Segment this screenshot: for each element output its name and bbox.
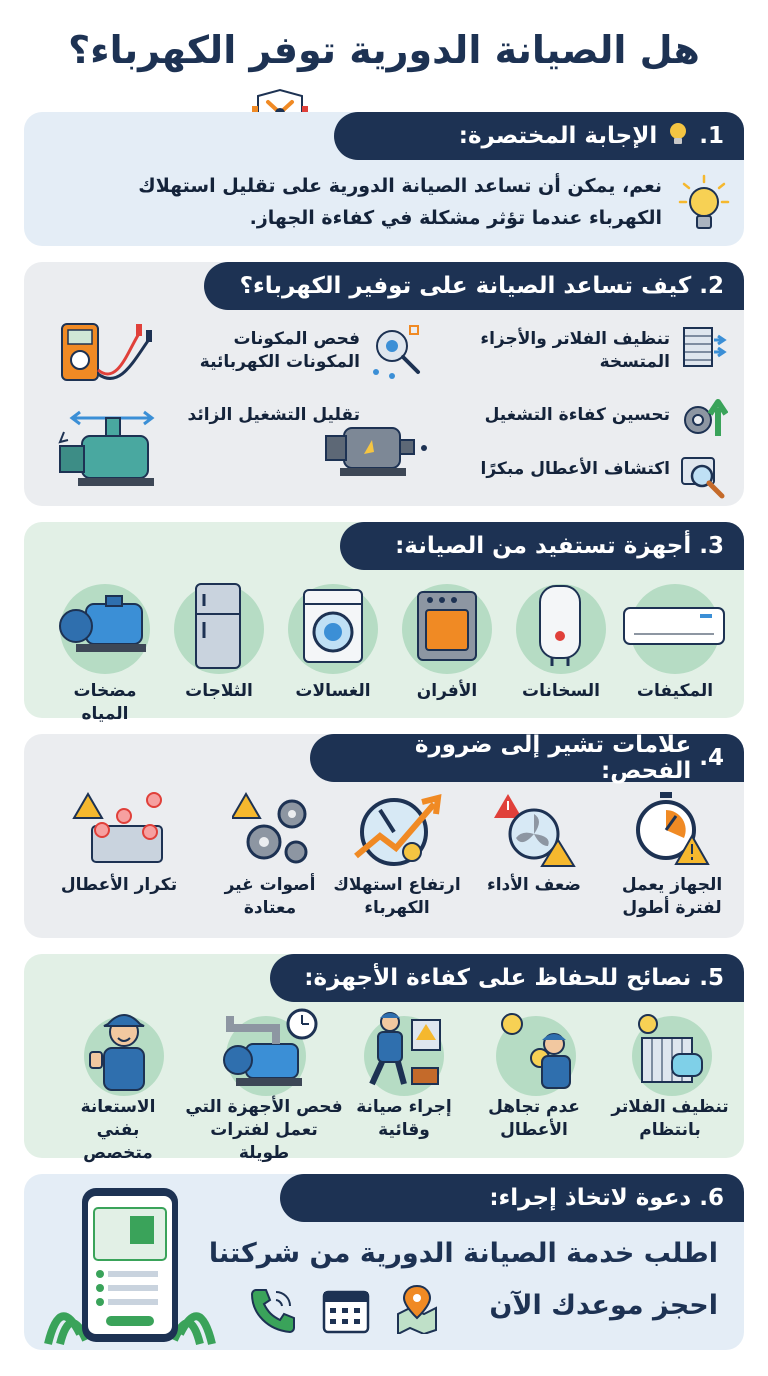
tip-label: تنظيف الفلاتر بانتظام xyxy=(611,1097,729,1140)
appliance-label: مضخات المياه xyxy=(73,681,137,724)
phone-icon[interactable] xyxy=(246,1284,298,1340)
section-warning-signs xyxy=(24,734,744,938)
section-title: الإجابة المختصرة: xyxy=(458,123,658,149)
pump-clock-icon xyxy=(216,1006,326,1096)
cta-headline: اطلب خدمة الصيانة الدورية من شركتنا xyxy=(208,1238,718,1269)
technician-icon xyxy=(88,1006,158,1098)
section-number: 3. xyxy=(699,533,724,559)
section-number: 5. xyxy=(699,965,724,991)
appliance-label: السخانات xyxy=(522,681,600,701)
motor-icon xyxy=(52,402,172,496)
section-title: أجهزة تستفيد من الصيانة: xyxy=(395,533,692,559)
stopwatch-icon xyxy=(630,788,714,872)
oven-icon xyxy=(414,588,480,668)
lightbulb-icon xyxy=(665,120,691,152)
item-label: تنظيف الفلاتر والأجزاء المتسخة xyxy=(480,329,670,372)
fan-warning-icon xyxy=(492,790,578,872)
ac-icon xyxy=(620,602,730,656)
tip-label: فحص الأجهزة التي تعمل لفترات طويلة xyxy=(185,1097,343,1163)
section-header xyxy=(280,1174,744,1222)
page-title: هل الصيانة الدورية توفر الكهرباء؟ xyxy=(68,28,700,72)
section-efficiency-tips xyxy=(24,954,744,1163)
technician-bulb-icon xyxy=(494,1010,574,1096)
section-number: 6. xyxy=(699,1185,724,1211)
item-label: تقليل التشغيل الزائد xyxy=(187,405,360,425)
appliance-label: الأفران xyxy=(416,681,478,701)
section-title: كيف تساعد الصيانة على توفير الكهرباء؟ xyxy=(239,273,692,299)
washer-icon xyxy=(300,586,366,670)
warning-sign-label: تكرار الأعطال xyxy=(60,875,178,895)
section-how-maintenance-helps xyxy=(24,262,744,506)
section-number: 1. xyxy=(699,123,724,149)
multimeter-icon xyxy=(58,320,158,394)
appliance-label: الغسالات xyxy=(295,681,371,701)
item-label: اكتشاف الأعطال مبكرًا xyxy=(480,459,670,479)
calendar-icon[interactable] xyxy=(320,1284,372,1340)
item-label: تحسين كفاءة التشغيل xyxy=(484,405,670,425)
book-appointment-link[interactable]: احجز موعدك الآن xyxy=(489,1290,718,1321)
meter-icon xyxy=(350,786,446,874)
gear-inspect-icon xyxy=(368,322,426,384)
map-pin-icon[interactable] xyxy=(394,1284,440,1338)
warning-sign-label: ضعف الأداء xyxy=(487,875,581,895)
tip-label: عدم تجاهل الأعطال xyxy=(488,1097,580,1140)
section-title: نصائح للحفاظ على كفاءة الأجهزة: xyxy=(304,965,692,991)
filter-icon xyxy=(678,322,728,376)
lightbulb-icon xyxy=(678,174,730,240)
section-number: 2. xyxy=(699,273,724,299)
warning-sign-label: ارتفاع استهلاك الكهرباء xyxy=(333,875,461,918)
section-header xyxy=(204,262,744,310)
section-title: علامات تشير إلى ضرورة الفحص: xyxy=(414,732,692,784)
section-title: دعوة لاتخاذ إجراء: xyxy=(489,1185,692,1211)
section-header xyxy=(310,734,744,782)
appliance-label: الثلاجات xyxy=(185,681,253,701)
section-header xyxy=(334,112,744,160)
tip-label: الاستعانة بفني متخصص xyxy=(80,1097,156,1163)
short-answer-line2: الكهرباء عندما تؤثر مشكلة في كفاءة الجهاز. xyxy=(249,207,662,229)
heater-icon xyxy=(534,580,586,674)
gear-arrow-icon xyxy=(678,392,728,446)
section-call-to-action xyxy=(24,1174,744,1350)
clean-filter-icon xyxy=(632,1010,708,1094)
warning-sign-label: أصوات غير معتادة xyxy=(224,875,316,918)
section-number: 4. xyxy=(699,745,724,771)
smartphone-booking-icon xyxy=(40,1184,220,1350)
section-appliances xyxy=(24,522,744,724)
section-header xyxy=(340,522,744,570)
item-label: فحص المكونات المكونات الكهربائية xyxy=(199,329,360,372)
short-answer-line1: نعم، يمكن أن تساعد الصيانة الدورية على تقليل استهلاك xyxy=(138,175,662,197)
pump-icon xyxy=(56,594,152,664)
magnifier-icon xyxy=(678,450,728,504)
gears-warning-icon xyxy=(232,790,316,874)
motor-icon xyxy=(320,414,430,488)
preventive-icon xyxy=(360,1006,446,1096)
section-header xyxy=(270,954,744,1002)
fridge-icon xyxy=(192,580,244,676)
appliance-label: المكيفات xyxy=(636,681,714,701)
faults-icon xyxy=(72,790,172,874)
tip-label: إجراء صيانة وقائية xyxy=(356,1097,452,1140)
warning-sign-label: الجهاز يعمل لفترة أطول xyxy=(621,875,723,918)
section-short-answer xyxy=(24,112,744,246)
